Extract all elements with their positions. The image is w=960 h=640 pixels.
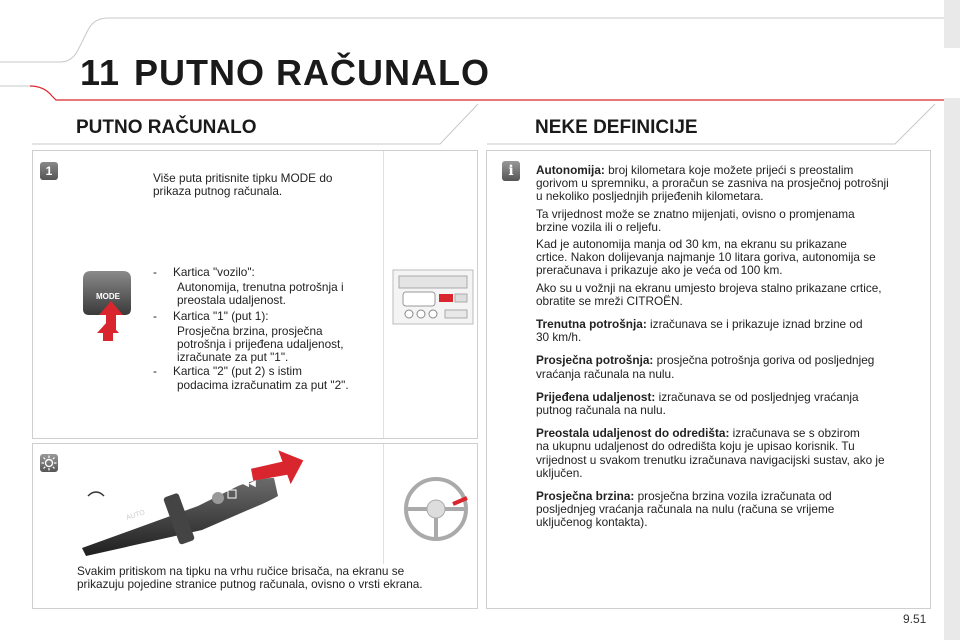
right-section-title: NEKE DEFINICIJE bbox=[535, 117, 698, 138]
press-arrow-icon bbox=[99, 301, 123, 333]
definition-item: Prosječna potrošnja: prosječna potrošnja goriva od posljednjeg vraćanja računala na nulu. bbox=[536, 353, 875, 381]
step-badge: 1 bbox=[40, 162, 58, 180]
list-item-detail: Prosječna brzina, prosječna potrošnja i prijeđena udaljenost, izračunate za put "1". bbox=[177, 323, 344, 365]
mode-instructions-panel bbox=[32, 150, 478, 439]
list-item-detail: podacima izračunatim za put "2". bbox=[177, 377, 349, 392]
definition-item: Prijeđena udaljenost: izračunava se od posljednjeg vraćanja putnog računala na nulu. bbox=[536, 389, 859, 418]
wiper-stalk-panel bbox=[32, 443, 478, 609]
wiper-instructions-text: Svakim pritiskom na tipku na vrhu ručice brisača, na ekranu se prikazuju pojedine stranice putnog računala, ovisno o vrsti ekrana. bbox=[77, 564, 423, 592]
list-item-detail: Autonomija, trenutna potrošnja i preostala udaljenost. bbox=[177, 280, 344, 308]
list-item: - Kartica "2" (put 2) s istim bbox=[153, 364, 302, 379]
left-title-underline bbox=[30, 100, 480, 146]
press-arrow-icon bbox=[247, 450, 307, 490]
mode-button-label: MODE bbox=[96, 292, 120, 301]
right-title-underline bbox=[485, 100, 940, 146]
left-section-title: PUTNO RAČUNALO bbox=[76, 117, 257, 138]
chapter-number: 11 bbox=[80, 52, 121, 93]
stalk-auto-label: AUTO bbox=[125, 509, 146, 522]
definitions-list bbox=[536, 164, 926, 530]
panel-divider bbox=[383, 444, 384, 564]
panel-divider bbox=[383, 151, 384, 438]
light-icon bbox=[40, 454, 58, 472]
intro-line: prikaza putnog računala. bbox=[153, 184, 283, 199]
svg-text:◀◀: ◀◀ bbox=[242, 479, 256, 489]
page-number: 9.51 bbox=[903, 612, 927, 626]
info-icon: i bbox=[502, 161, 520, 181]
definition-item: Trenutna potrošnja: izračunava se i prikazuje iznad brzine od 30 km/h. bbox=[536, 317, 863, 345]
definitions-panel bbox=[486, 150, 931, 609]
page-edge-tab bbox=[944, 48, 960, 98]
page-title: PUTNO RAČUNALO bbox=[134, 52, 490, 93]
list-item: - Kartica "1" (put 1): bbox=[153, 308, 269, 323]
list-item: - Kartica "vozilo": bbox=[153, 265, 255, 279]
tab-list bbox=[153, 266, 383, 392]
mode-intro-text bbox=[153, 172, 383, 198]
definition-item: Autonomija: broj kilometara koje možete prijeći s preostalim gorivom u spremniku, a proračun se zasniva na prosječnoj potrošnji u nekoliko posljednjih prijeđenih kilometara. Ta vrijednost može se znatno mijenjati, ovisno o promjenama brzine vozila ili o reljefu. Kad je autonomija manja od 30 km, na ekranu su prikazane crtice. Nakon dolijevanja najmanje 10 litara goriva, autonomija se preračunava i prikazuje ako je veća od 100 km. Ako su u vožnji na ekranu umjesto brojeva stalno prikazane crtice, obratite se mreži CITROËN. bbox=[536, 163, 889, 308]
definition-item: Prosječna brzina: prosječna brzina vozila izračunata od posljednjeg vraćanja računala na nulu (računa se vrijeme uključenog kontakta). bbox=[536, 489, 835, 530]
definition-item: Preostala udaljenost do odredišta: izračunava se s obzirom na ukupnu udaljenost do odredišta koju je upisao korisnik. Tu vrijednost u svakom trenutku izračunava navigacijski sustav, ako je uključen. bbox=[536, 426, 885, 480]
dashboard-illustration bbox=[391, 266, 475, 328]
steering-wheel-illustration bbox=[401, 474, 471, 544]
intro-line: Više puta pritisnite tipku MODE do bbox=[153, 171, 333, 185]
